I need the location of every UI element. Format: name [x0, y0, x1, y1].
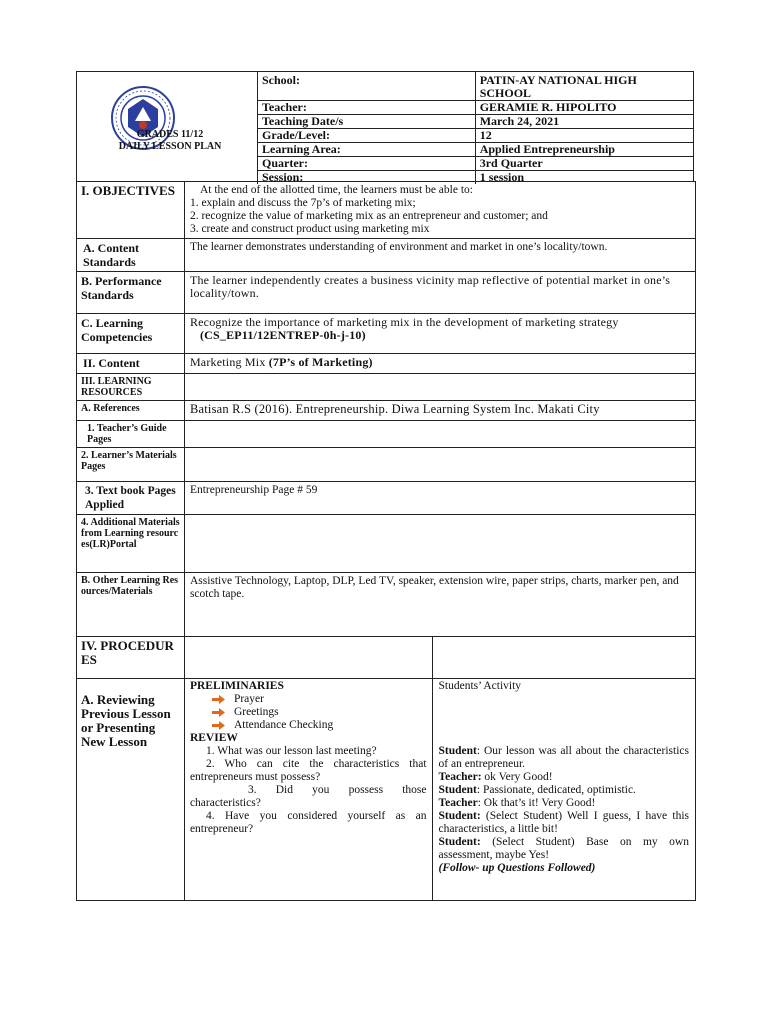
row-learning-resources [77, 374, 696, 401]
dialogue-speaker: Student [438, 784, 477, 796]
procedures-empty-left [184, 637, 432, 679]
dialogue-line [439, 836, 689, 862]
school-label: School: [258, 72, 476, 101]
dialogue-text: (Select Student) Base on my own assessment, maybe Yes! [438, 836, 689, 861]
reviewing-label-text: A. Reviewing Previous Lesson or Presenting New Lesson [81, 692, 171, 749]
dialogue-line [439, 771, 689, 784]
header-row-teacher [258, 101, 695, 115]
content-standards-text: The learner demonstrates understanding of environment and market in one’s locality/town. [184, 239, 695, 272]
learning-competencies-text: Recognize the importance of marketing mix in the development of marketing strategy [189, 315, 619, 329]
row-learning-competencies [77, 314, 696, 354]
preliminary-item: Attendance Checking [233, 719, 334, 731]
objectives-content [184, 182, 695, 239]
teachers-guide-empty [184, 421, 695, 448]
arrow-bullet-icon [212, 707, 226, 718]
lesson-plan-table [76, 181, 696, 901]
objectives-intro: At the end of the allotted time, the learners must be able to: [199, 184, 473, 196]
preliminary-item: Greetings [233, 706, 279, 718]
row-content [77, 354, 696, 374]
row-teachers-guide [77, 421, 696, 448]
teacher-label: Teacher: [258, 101, 476, 115]
learning-resources-empty [184, 374, 695, 401]
header-block [76, 71, 694, 182]
content-standards-label: A. Content Standards [77, 239, 185, 272]
list-item [212, 706, 427, 719]
dialogue-line [439, 797, 689, 810]
activity-title: Students’ Activity [438, 680, 522, 692]
quarter-value: 3rd Quarter [475, 157, 694, 171]
dialogue-speaker: Teacher [438, 797, 478, 809]
objective-item: 3. create and construct product using marketing mix [189, 223, 430, 235]
header-row-school [258, 72, 695, 101]
preliminary-item: Prayer [233, 693, 264, 705]
arrow-bullet-icon [212, 694, 226, 705]
grades-label: GRADES 11/12 [136, 129, 204, 140]
students-activity-cell [432, 679, 695, 901]
performance-standards-text: The learner independently creates a business vicinity map reflective of potential market in one’s locality/town. [184, 272, 695, 314]
date-value: March 24, 2021 [475, 115, 694, 129]
objectives-label: I. OBJECTIVES [77, 182, 185, 239]
quarter-label: Quarter: [258, 157, 476, 171]
objective-item: 1. explain and discuss the 7p’s of marketing mix; [189, 197, 416, 209]
learners-materials-label: 2. Learner’s Materials Pages [77, 448, 185, 482]
school-value: PATIN-AY NATIONAL HIGH SCHOOL [475, 72, 694, 101]
references-label: A. References [77, 401, 185, 421]
other-resources-text: Assistive Technology, Laptop, DLP, Led TV, speaker, extension wire, paper strips, charts, marker pen, and scotch tape. [184, 573, 695, 637]
row-additional-materials [77, 515, 696, 573]
content-label: II. Content [77, 354, 185, 374]
header-info-table [257, 72, 694, 184]
teachers-guide-label: 1. Teacher’s Guide Pages [77, 421, 185, 448]
header-row-area [258, 143, 695, 157]
row-performance-standards [77, 272, 696, 314]
grade-label: Grade/Level: [258, 129, 476, 143]
header-row-grade [258, 129, 695, 143]
dialogue-text: (Select Student) Well I guess, I have this characteristics, a little bit! [438, 810, 689, 835]
row-content-standards [77, 239, 696, 272]
learning-competencies-content [184, 314, 695, 354]
row-objectives [77, 182, 696, 239]
content-text: Marketing Mix [189, 355, 269, 369]
list-item [212, 719, 427, 732]
grade-value: 12 [475, 129, 694, 143]
row-procedures [77, 637, 696, 679]
review-questions [190, 745, 427, 836]
dialogue-line [439, 784, 689, 797]
row-other-resources [77, 573, 696, 637]
textbook-label: 3. Text book Pages Applied [77, 482, 185, 515]
reviewing-label [77, 679, 185, 901]
dialogue-text: : Ok that’s it! Very Good! [477, 797, 596, 809]
review-question: 2. Who can cite the characteristics that entrepreneurs must possess? [189, 758, 427, 783]
dialogue-text: : Our lesson was all about the characteristics of an entrepreneur. [438, 745, 689, 770]
row-reviewing [77, 679, 696, 901]
dialogue-speaker: Teacher: [438, 771, 482, 783]
row-learners-materials [77, 448, 696, 482]
other-resources-label: B. Other Learning Resources/Materials [77, 573, 185, 637]
list-item [212, 693, 427, 706]
review-question: 1. What was our lesson last meeting? [205, 745, 377, 757]
row-references [77, 401, 696, 421]
learning-competencies-label: C. Learning Competencies [77, 314, 185, 354]
dialogue-speaker: Student [438, 745, 477, 757]
dialogue-text: ok Very Good! [481, 771, 553, 783]
review-question: 4. Have you considered yourself as an entrepreneur? [189, 810, 427, 835]
date-label: Teaching Date/s [258, 115, 476, 129]
performance-standards-label: B. Performance Standards [77, 272, 185, 314]
procedures-label: IV. PROCEDURES [77, 637, 185, 679]
references-text: Batisan R.S (2016). Entrepreneurship. Diwa Learning System Inc. Makati City [184, 401, 695, 421]
dialogue-text: : Passionate, dedicated, optimistic. [476, 784, 636, 796]
learners-materials-empty [184, 448, 695, 482]
dialogue-speaker: Student: [438, 836, 481, 848]
procedures-empty-right [432, 637, 695, 679]
review-question: 3. Did you possess those characteristics? [189, 784, 427, 809]
additional-materials-label: 4. Additional Materials from Learning resources(LR)Portal [77, 515, 185, 573]
plan-title: DAILY LESSON PLAN [118, 141, 222, 152]
preliminaries-list [190, 693, 427, 732]
review-title: REVIEW [189, 732, 238, 744]
content-bold: (7P’s of Marketing) [268, 355, 373, 369]
header-row-quarter [258, 157, 695, 171]
learning-resources-label: III. LEARNING RESOURCES [77, 374, 185, 401]
competency-code: (CS_EP11/12ENTREP-0h-j-10) [199, 328, 366, 342]
header-row-date [258, 115, 695, 129]
additional-materials-empty [184, 515, 695, 573]
dialogue-line [439, 745, 689, 771]
dialogue-speaker: Student: [438, 810, 481, 822]
textbook-value: Entrepreneurship Page # 59 [184, 482, 695, 515]
preliminaries-cell [184, 679, 432, 901]
teacher-value: GERAMIE R. HIPOLITO [475, 101, 694, 115]
preliminaries-title: PRELIMINARIES [189, 680, 284, 692]
row-textbook [77, 482, 696, 515]
objective-item: 2. recognize the value of marketing mix as an entrepreneur and customer; and [189, 210, 548, 222]
session-value: 1 session [475, 171, 694, 185]
content-value [184, 354, 695, 374]
session-label: Session: [258, 171, 476, 185]
dialogue-line [439, 810, 689, 836]
arrow-bullet-icon [212, 720, 226, 731]
area-label: Learning Area: [258, 143, 476, 157]
area-value: Applied Entrepreneurship [475, 143, 694, 157]
followup-note: (Follow- up Questions Followed) [438, 862, 596, 874]
